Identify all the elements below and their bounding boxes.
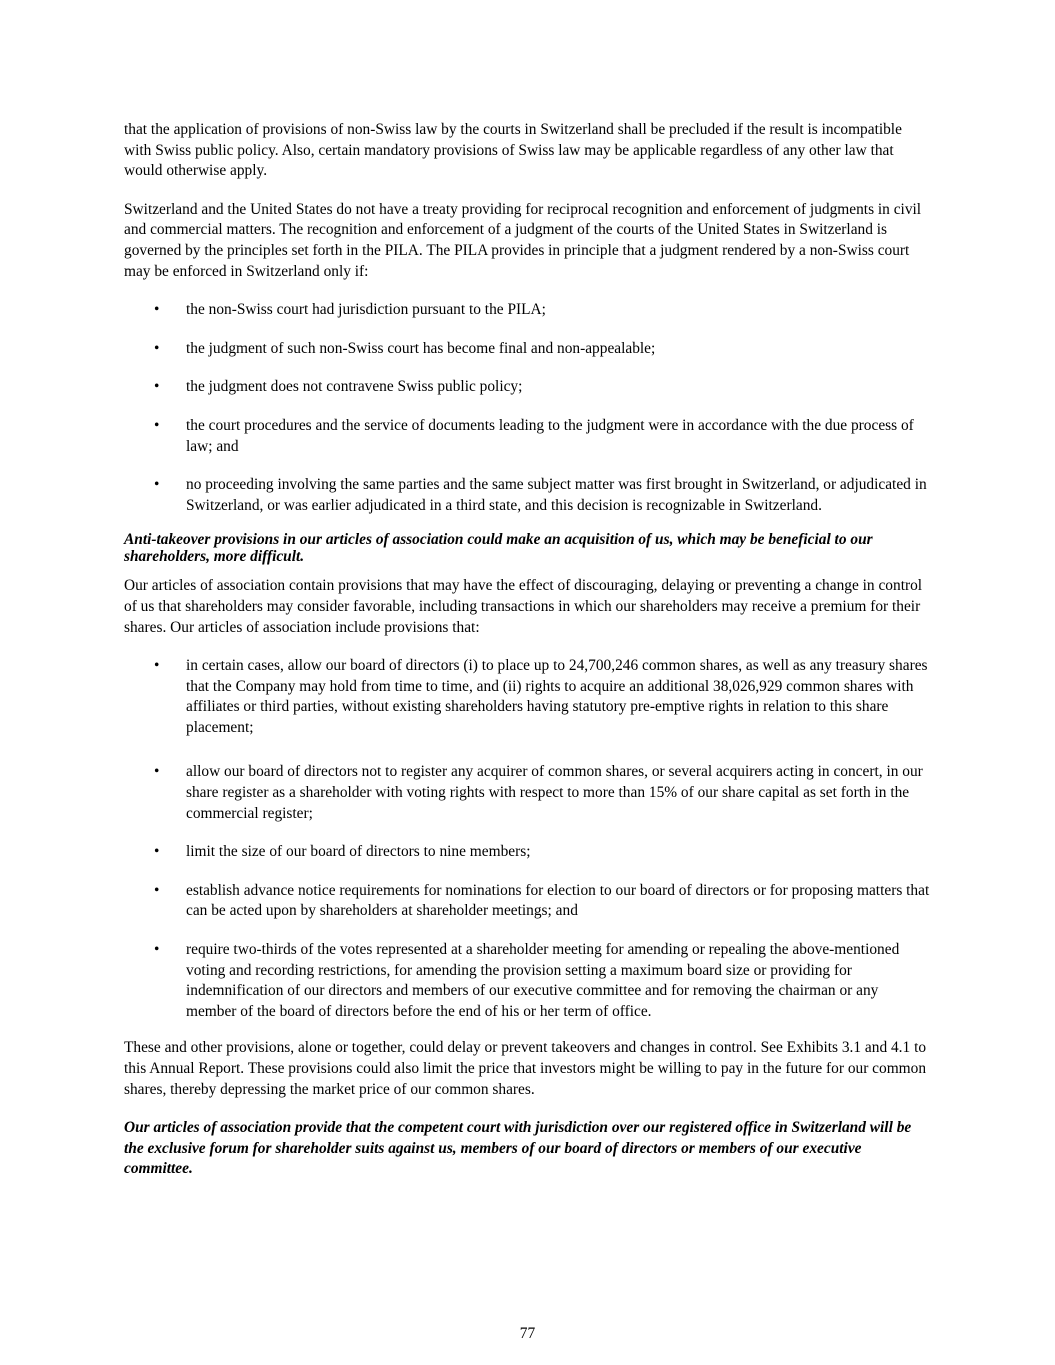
list-item <box>124 300 930 321</box>
list-item <box>124 940 930 1022</box>
list-item <box>124 416 930 457</box>
paragraph-recognition-enforcement: Switzerland and the United States do not have a treaty providing for reciprocal recognition and enforcement of judgments in civil and commercial matters. The recognition and enforcement of a judgment of the courts of the United States in Switzerland is governed by the principles set forth in the PILA. The PILA provides in principle that a judgment rendered by a non-Swiss court may be enforced in Switzerland only if: <box>124 200 922 280</box>
list-item <box>124 377 930 398</box>
list-item-text: limit the size of our board of directors to nine members; <box>186 843 531 861</box>
list-item-text: in certain cases, allow our board of directors (i) to place up to 24,700,246 common shares, as well as any treasury shares that the Company may hold from time to time, and (ii) rights to acquire an additional 38,026,929 common shares with affiliates or third parties, without existing shareholders having statutory pre-emptive rights in relation to this share placement; <box>186 657 928 736</box>
list-item <box>124 475 930 516</box>
bullet-icon: • <box>154 843 160 861</box>
bullet-icon: • <box>154 301 160 319</box>
enforcement-conditions-list <box>124 300 930 516</box>
document-page <box>124 120 930 1191</box>
list-item <box>124 339 930 360</box>
list-item <box>124 762 930 824</box>
paragraph-swiss-public-policy: that the application of provisions of non-Swiss law by the courts in Switzerland shall be precluded if the result is incompatible with Swiss public policy. Also, certain mandatory provisions of Swiss law may be applicable regardless of any other law that would otherwise apply. <box>124 121 902 180</box>
bullet-icon: • <box>154 476 160 494</box>
list-item-text: establish advance notice requirements for nominations for election to our board of directors or for proposing matters that can be acted upon by shareholders at shareholder meetings; and <box>186 881 930 920</box>
list-item-text: require two-thirds of the votes represented at a shareholder meeting for amending or repealing the above-mentioned voting and recording restrictions, for amending the provision setting a maximum board size or providing for indemnification of our directors and members of our executive committee and for removing the chairman or any member of the board of directors before the end of his or her term of office. <box>186 941 900 1020</box>
bullet-icon: • <box>154 881 160 899</box>
articles-provisions-list <box>124 656 930 1022</box>
bullet-icon: • <box>154 416 160 434</box>
list-item-text: the judgment does not contravene Swiss public policy; <box>186 378 523 396</box>
list-item-text: the judgment of such non-Swiss court has become final and non-appealable; <box>186 339 656 357</box>
paragraph-takeover-effects: These and other provisions, alone or together, could delay or prevent takeovers and changes in control. See Exhibits 3.1 and 4.1 to this Annual Report. These provisions could also limit the price that investors might be willing to pay in the future for our common shares, thereby depressing the market price of our common shares. <box>124 1039 927 1098</box>
bullet-icon: • <box>154 941 160 959</box>
list-item-text: the non-Swiss court had jurisdiction pursuant to the PILA; <box>186 301 546 319</box>
list-item-text: no proceeding involving the same parties and the same subject matter was first brought in Switzerland, or adjudicated in Switzerland, or was earlier adjudicated in a third state, and this decision is recognizable in Switzerland. <box>186 476 927 514</box>
bullet-icon: • <box>154 339 160 357</box>
list-item <box>124 881 930 922</box>
bullet-icon: • <box>154 378 160 396</box>
section-heading-exclusive-forum: Our articles of association provide that the competent court with jurisdiction over our registered office in Switzerland will be the exclusive forum for shareholder suits against us, members of our board of directors or members of our executive committee. <box>124 1119 912 1178</box>
page-number: 77 <box>519 1325 536 1342</box>
list-item <box>124 842 930 863</box>
bullet-icon: • <box>154 763 160 781</box>
bullet-icon: • <box>154 657 160 675</box>
paragraph-articles-provisions: Our articles of association contain provisions that may have the effect of discouraging, delaying or preventing a change in control of us that shareholders may consider favorable, including transactions in which our shareholders may receive a premium for their shares. Our articles of association include provisions that: <box>124 577 923 636</box>
list-item-text: the court procedures and the service of documents leading to the judgment were in accordance with the due process of law; and <box>186 416 914 455</box>
section-heading-anti-takeover: Anti-takeover provisions in our articles of association could make an acquisition of us, which may be beneficial to our shareholders, more difficult. <box>124 531 873 566</box>
list-item-text: allow our board of directors not to register any acquirer of common shares, or several acquirers acting in concert, in our share register as a shareholder with voting rights with respect to more than 15% of our share capital as set forth in the commercial register; <box>186 763 923 822</box>
list-item <box>124 656 930 738</box>
